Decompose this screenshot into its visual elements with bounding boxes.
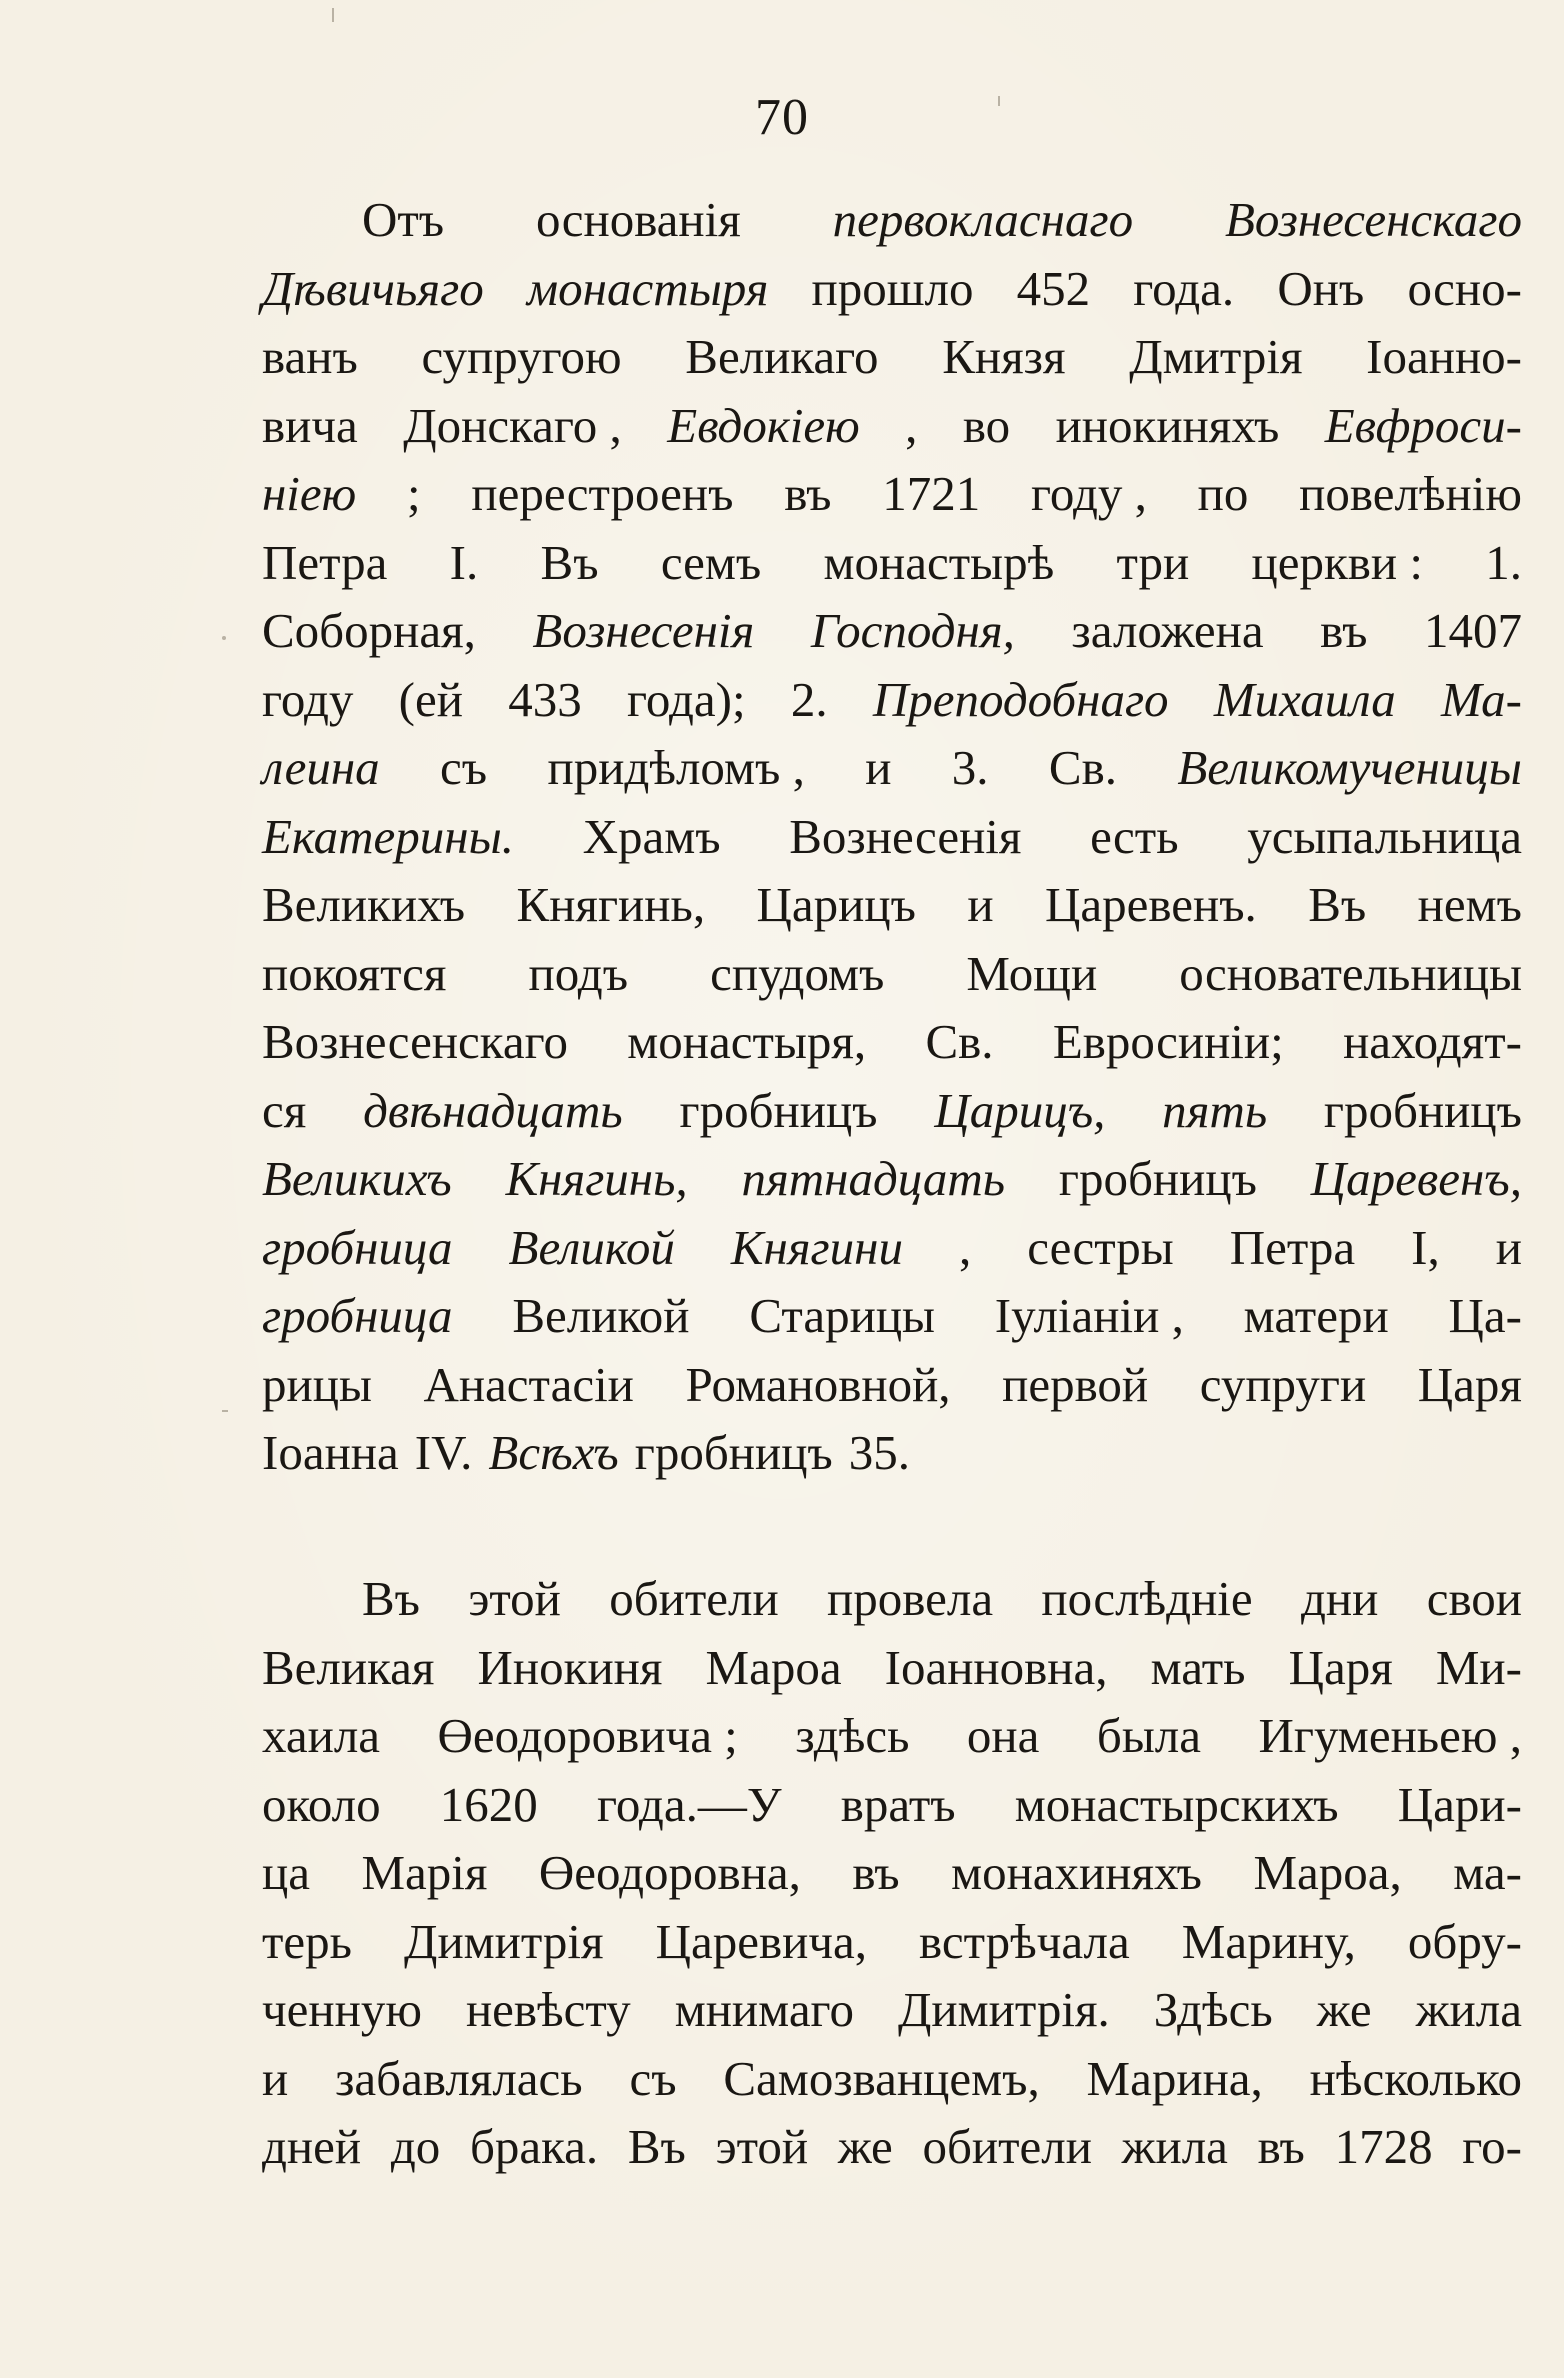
word: гробницъ	[634, 1425, 833, 1480]
word: Царевенъ.	[1044, 877, 1257, 932]
word: Великихъ	[262, 877, 466, 932]
word: обители	[609, 1571, 779, 1626]
word: брака.	[469, 2119, 599, 2174]
word: Донскаго ,	[403, 397, 622, 453]
word: ;	[406, 466, 421, 521]
word: послѣдніе	[1041, 1571, 1253, 1626]
text-line	[262, 2045, 1522, 2114]
text-line	[262, 597, 1522, 666]
word: Княгинь,	[516, 877, 706, 932]
word: около	[262, 1776, 381, 1832]
word: Ми-	[1435, 1639, 1522, 1695]
text-line	[262, 1282, 1522, 1351]
word: матери	[1243, 1288, 1389, 1343]
word: Онъ	[1277, 260, 1365, 316]
word: ца	[262, 1845, 310, 1900]
word: перестроенъ	[471, 466, 734, 521]
word: основанія	[536, 192, 741, 247]
word: Анастасіи	[423, 1356, 634, 1412]
word: усыпальница	[1247, 808, 1522, 864]
word: Князя	[942, 329, 1066, 384]
word: Өеодоровича ;	[437, 1708, 738, 1763]
word: 1.	[1485, 534, 1522, 590]
word: Въ	[362, 1571, 421, 1626]
word: и	[1495, 1219, 1522, 1275]
word: I,	[1411, 1219, 1440, 1275]
word: находят-	[1343, 1014, 1522, 1069]
word: Царя	[1417, 1356, 1522, 1412]
word: съ	[629, 2050, 677, 2106]
word: Евросиніи;	[1052, 1014, 1284, 1069]
word: въ	[784, 466, 832, 521]
word: вратъ	[840, 1776, 956, 1832]
paragraph-1	[262, 186, 1522, 1488]
italic-word: Дѣвичьяго	[262, 260, 484, 316]
word: Царя	[1288, 1639, 1393, 1695]
word: Цари-	[1397, 1776, 1522, 1832]
italic-word: двѣнадцать	[363, 1082, 623, 1138]
word: гробницъ	[1323, 1082, 1522, 1138]
word: Здѣсь	[1153, 1982, 1273, 2037]
page-number: 70	[755, 89, 809, 146]
word: дни	[1301, 1571, 1379, 1626]
word: году ,	[1030, 466, 1147, 521]
text-line	[262, 1908, 1522, 1977]
italic-word: ніею	[262, 466, 357, 521]
word: во	[962, 397, 1011, 453]
italic-word: монастыря	[526, 260, 769, 316]
word: покоятся	[262, 945, 447, 1001]
word: Старицы	[749, 1288, 935, 1343]
paper-speck	[222, 1410, 228, 1412]
word: Соборная,	[262, 603, 476, 658]
italic-word: Вознесенскаго	[1224, 192, 1522, 247]
word: и	[865, 740, 892, 795]
word: этой	[468, 1571, 561, 1626]
word: Игуменьею ,	[1258, 1708, 1522, 1763]
text-line	[262, 1702, 1522, 1771]
word: Инокиня	[477, 1639, 663, 1695]
italic-word: леина	[262, 740, 380, 795]
text-line	[262, 1008, 1522, 1077]
word: подъ	[528, 945, 629, 1001]
word: Мароа,	[1253, 1845, 1402, 1900]
italic-word: Царевенъ,	[1310, 1151, 1522, 1206]
word: въ	[1320, 603, 1368, 658]
word: мнимаго	[674, 1982, 854, 2037]
italic-word: пять	[1162, 1082, 1268, 1138]
text-line	[262, 1351, 1522, 1420]
text-line	[262, 871, 1522, 940]
word: въ	[1257, 2119, 1305, 2174]
italic-word: Екатерины.	[262, 808, 515, 864]
word: нѣсколько	[1309, 2050, 1522, 2106]
word: въ	[852, 1845, 900, 1900]
word: невѣсту	[465, 1982, 631, 2037]
word: она	[966, 1708, 1040, 1763]
word: есть	[1090, 808, 1179, 864]
text-line	[262, 392, 1522, 461]
word: основательницы	[1179, 945, 1522, 1001]
text-line	[262, 1976, 1522, 2045]
word: здѣсь	[795, 1708, 910, 1763]
word: году	[262, 671, 354, 727]
word: ся	[262, 1082, 307, 1138]
word: Мощи	[966, 945, 1098, 1001]
word: го-	[1462, 2119, 1522, 2174]
word: до	[390, 2119, 441, 2174]
word: жила	[1415, 1982, 1522, 2037]
word: Димитрія.	[897, 1982, 1110, 2037]
text-line	[262, 1771, 1522, 1840]
word: Іоанновна,	[884, 1639, 1108, 1695]
word: Въ	[540, 534, 599, 590]
word: жила	[1121, 2119, 1228, 2174]
text-line	[262, 186, 1522, 255]
word: три	[1116, 534, 1190, 590]
word: сестры	[1027, 1219, 1174, 1275]
word: Самозванцемъ,	[723, 2050, 1040, 2106]
word: терь	[262, 1913, 353, 1969]
italic-word: Господня,	[810, 603, 1015, 658]
word: Марина,	[1086, 2050, 1263, 2106]
word: (ей	[398, 671, 463, 727]
word: Вознесенія	[789, 808, 1022, 864]
word: Въ	[627, 2119, 686, 2174]
word: ванъ	[262, 329, 358, 384]
italic-word: Ма-	[1440, 671, 1522, 727]
word: Петра	[262, 534, 388, 590]
word: съ	[440, 740, 488, 795]
italic-word: Всѣхъ	[488, 1425, 619, 1480]
italic-word: Царицъ,	[934, 1082, 1106, 1138]
word: Великаго	[685, 329, 879, 384]
word: повелѣнію	[1299, 466, 1522, 521]
word: Іоанно-	[1366, 329, 1522, 384]
word: Романовной,	[685, 1356, 951, 1412]
word: гробницъ	[679, 1082, 878, 1138]
text-line	[262, 940, 1522, 1009]
italic-word: Евфроси-	[1324, 397, 1522, 453]
word: 433	[508, 671, 582, 727]
word: Марія	[361, 1845, 488, 1900]
word: ,	[905, 397, 918, 453]
word: встрѣчала	[919, 1913, 1130, 1969]
word: Въ	[1308, 877, 1367, 932]
word: года);	[627, 671, 746, 727]
word: 1728	[1334, 2119, 1433, 2174]
text-line	[262, 1145, 1522, 1214]
italic-word: Великихъ	[262, 1151, 452, 1206]
word: же	[837, 2119, 893, 2174]
word: супругою	[421, 329, 622, 384]
italic-word: Преподобнаго	[872, 671, 1169, 727]
word: монастырѣ	[823, 534, 1055, 590]
text-line	[262, 2113, 1522, 2182]
word: придѣломъ ,	[547, 740, 805, 795]
italic-word: Евдокіею	[667, 397, 860, 453]
text-line	[262, 1839, 1522, 1908]
text-line	[262, 1419, 1522, 1488]
word: вича	[262, 397, 358, 453]
italic-word: Княгини	[730, 1219, 903, 1275]
word: ,	[958, 1219, 972, 1275]
word: Іуліаніи ,	[994, 1288, 1184, 1343]
word: Марину,	[1181, 1913, 1356, 1969]
italic-word: Великой	[508, 1219, 675, 1275]
word: и	[967, 877, 994, 932]
italic-word: первокласнаго	[832, 192, 1134, 247]
text-line	[262, 1565, 1522, 1634]
italic-word: Михаила	[1213, 671, 1396, 727]
word: немъ	[1417, 877, 1522, 932]
word: 3.	[951, 740, 989, 795]
text-line	[262, 529, 1522, 598]
word: Великая	[262, 1639, 435, 1695]
word: по	[1197, 466, 1249, 521]
word: Отъ	[362, 192, 445, 247]
paragraph-2	[262, 1565, 1522, 2182]
word: монахиняхъ	[951, 1845, 1202, 1900]
word: Св.	[925, 1014, 994, 1069]
word: Царицъ	[756, 877, 916, 932]
word: Великой	[512, 1288, 690, 1343]
word: 2.	[790, 671, 828, 727]
word: года.	[1133, 260, 1235, 316]
word: Св.	[1048, 740, 1117, 795]
word: 35.	[848, 1425, 911, 1480]
word: Ца-	[1448, 1288, 1522, 1343]
word: первой	[1002, 1356, 1149, 1412]
word: Дмитрія	[1129, 329, 1303, 384]
word: спудомъ	[710, 945, 885, 1001]
word: Димитрія	[404, 1913, 604, 1969]
word: Іоанна	[262, 1425, 399, 1480]
italic-word: Великомученицы	[1177, 740, 1522, 795]
word: Өеодоровна,	[538, 1845, 801, 1900]
italic-word: Княгинь,	[505, 1151, 688, 1206]
word: была	[1096, 1708, 1201, 1763]
word: Вознесенскаго	[262, 1014, 568, 1069]
word: Храмъ	[582, 808, 721, 864]
word: 1721	[882, 466, 981, 521]
word: дней	[262, 2119, 362, 2174]
word: Мароа	[705, 1639, 842, 1695]
word: 452	[1016, 260, 1091, 316]
word: ма-	[1453, 1845, 1522, 1900]
word: прошло	[811, 260, 974, 316]
word: забавлялась	[335, 2050, 583, 2106]
italic-word: гробница	[262, 1288, 453, 1343]
word: монастырскихъ	[1014, 1776, 1339, 1832]
word: осно-	[1407, 260, 1522, 316]
text-line	[262, 734, 1522, 803]
text-line	[262, 1214, 1522, 1283]
word: церкви :	[1251, 534, 1423, 590]
word: заложена	[1071, 603, 1264, 658]
word: мать	[1150, 1639, 1246, 1695]
word: провела	[827, 1571, 994, 1626]
word: свои	[1426, 1571, 1522, 1626]
word: рицы	[262, 1356, 372, 1412]
text-line	[262, 803, 1522, 872]
word: I.	[449, 534, 479, 590]
word: Петра	[1229, 1219, 1356, 1275]
text-line	[262, 255, 1522, 324]
word: хаила	[262, 1708, 381, 1763]
word: ченную	[262, 1982, 422, 2037]
word: же	[1316, 1982, 1372, 2037]
word: монастыря,	[627, 1014, 867, 1069]
italic-word: Вознесенія	[532, 603, 755, 658]
word: супруги	[1199, 1356, 1367, 1412]
word: 1620	[439, 1776, 538, 1832]
text-line	[262, 460, 1522, 529]
word: Царевича,	[655, 1913, 867, 1969]
word: инокиняхъ	[1055, 397, 1280, 453]
word: IV.	[414, 1425, 473, 1480]
text-line	[262, 666, 1522, 735]
word: этой	[715, 2119, 809, 2174]
paper-speck	[222, 636, 226, 640]
word: и	[262, 2050, 289, 2106]
paper-speck	[332, 8, 334, 22]
italic-word: пятнадцать	[741, 1151, 1006, 1206]
word: 1407	[1423, 603, 1522, 658]
italic-word: гробница	[262, 1219, 453, 1275]
text-line	[262, 1077, 1522, 1146]
word: семъ	[660, 534, 762, 590]
word: обру-	[1407, 1913, 1522, 1969]
word: года.—У	[596, 1776, 782, 1832]
text-line	[262, 323, 1522, 392]
word: обители	[922, 2119, 1092, 2174]
text-line	[262, 1634, 1522, 1703]
word: гробницъ	[1058, 1151, 1257, 1206]
